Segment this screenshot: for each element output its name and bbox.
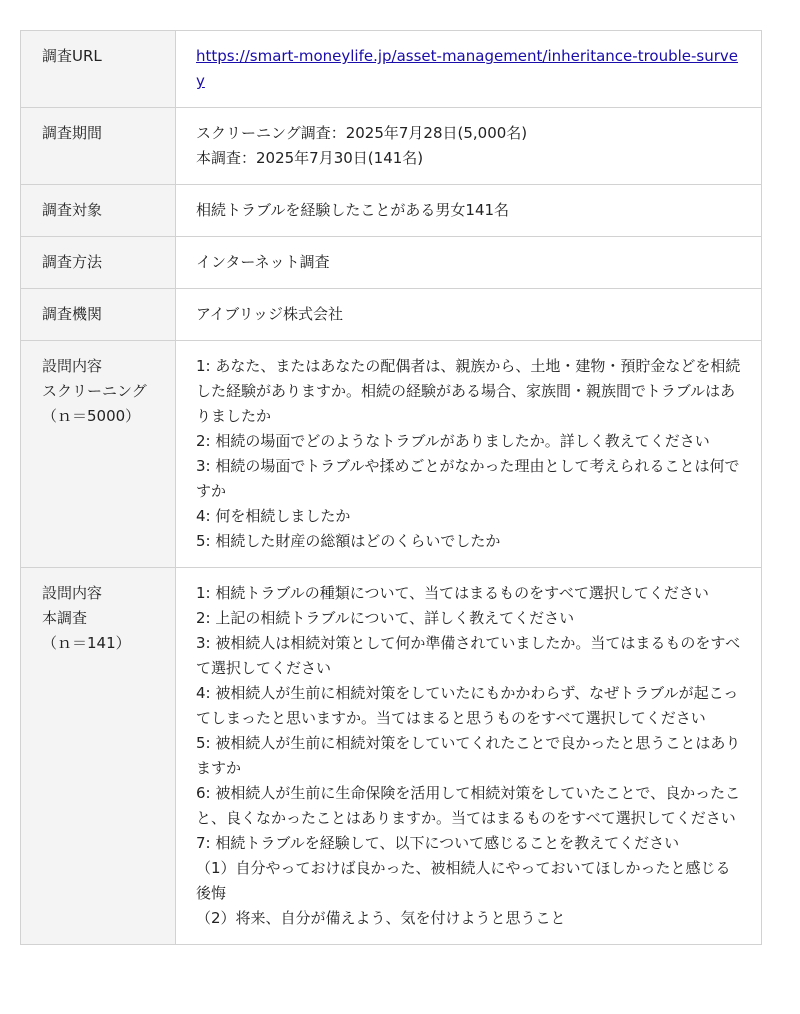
row-value-line: 2: 相続の場面でどのようなトラブルがありましたか。詳しく教えてください — [196, 432, 710, 450]
row-label — [21, 185, 176, 237]
row-label — [21, 568, 176, 945]
row-value-line: 5: 相続した財産の総額はどのくらいでしたか — [196, 532, 501, 550]
row-value — [176, 237, 762, 289]
row-value — [176, 31, 762, 108]
row-value-line: 4: 被相続人が生前に相続対策をしていたにもかかわらず、なぜトラブルが起こってしまったと思いますか。当てはまると思うものをすべて選択してください — [196, 684, 739, 727]
row-label-line: 調査方法 — [42, 253, 103, 271]
row-value-line: 5: 被相続人が生前に相続対策をしていてくれたことで良かったと思うことはありますか — [196, 734, 741, 777]
row-label-line: 設問内容 — [42, 357, 103, 375]
table-row-questions-screening — [21, 341, 762, 568]
row-value — [176, 185, 762, 237]
row-value-line: インターネット調査 — [196, 253, 330, 271]
row-label — [21, 237, 176, 289]
row-value-line: 7: 相続トラブルを経験して、以下について感じることを教えてください — [196, 834, 680, 852]
row-value-line: 1: あなた、またはあなたの配偶者は、親族から、土地・建物・預貯金などを相続した経験がありますか。相続の経験がある場合、家族間・親族間でトラブルはありましたか — [196, 357, 741, 425]
row-label-line: 調査機関 — [42, 305, 103, 323]
row-label — [21, 108, 176, 185]
survey-url-link[interactable]: https://smart-moneylife.jp/asset-management/inheritance-trouble-survey — [196, 47, 739, 90]
survey-info-table — [20, 30, 762, 945]
row-label — [21, 341, 176, 568]
row-label-line: （ｎ＝141） — [42, 634, 131, 652]
row-value — [176, 341, 762, 568]
row-value-line: 3: 相続の場面でトラブルや揉めごとがなかった理由として考えられることは何ですか — [196, 457, 740, 500]
row-value-line: 4: 何を相続しましたか — [196, 507, 351, 525]
row-value-line: 本調査：2025年7月30日(141名) — [196, 149, 424, 167]
row-value-line: 2: 上記の相続トラブルについて、詳しく教えてください — [196, 609, 575, 627]
row-value-line: スクリーニング調査：2025年7月28日(5,000名) — [196, 124, 528, 142]
row-value — [176, 568, 762, 945]
row-label — [21, 289, 176, 341]
row-label-line: スクリーニング（ｎ＝5000） — [42, 382, 147, 425]
table-row-url — [21, 31, 762, 108]
row-label-line: 調査URL — [42, 47, 102, 65]
row-value-line: 6: 被相続人が生前に生命保険を活用して相続対策をしていたことで、良かったこと、良くなかったことはありますか。当てはまるものをすべて選択してください — [196, 784, 741, 827]
row-value-line: 相続トラブルを経験したことがある男女141名 — [196, 201, 510, 219]
row-label — [21, 31, 176, 108]
survey-table-body — [21, 31, 762, 945]
row-value-line: （1）自分やっておけば良かった、被相続人にやっておいてほしかったと感じる後悔 — [196, 859, 731, 902]
table-row-period — [21, 108, 762, 185]
table-row-method — [21, 237, 762, 289]
row-label-line: 設問内容 — [42, 584, 103, 602]
table-row-questions-main — [21, 568, 762, 945]
row-value-line: アイブリッジ株式会社 — [196, 305, 344, 323]
row-label-line: 調査期間 — [42, 124, 103, 142]
table-row-target — [21, 185, 762, 237]
row-label-line: 調査対象 — [42, 201, 103, 219]
row-value-line: 3: 被相続人は相続対策として何か準備されていましたか。当てはまるものをすべて選択してください — [196, 634, 741, 677]
row-label-line: 本調査 — [42, 609, 88, 627]
row-value-line: 1: 相続トラブルの種類について、当てはまるものをすべて選択してください — [196, 584, 709, 602]
row-value-line: （2）将来、自分が備えよう、気を付けようと思うこと — [196, 909, 566, 927]
row-value — [176, 289, 762, 341]
table-row-agency — [21, 289, 762, 341]
row-value — [176, 108, 762, 185]
